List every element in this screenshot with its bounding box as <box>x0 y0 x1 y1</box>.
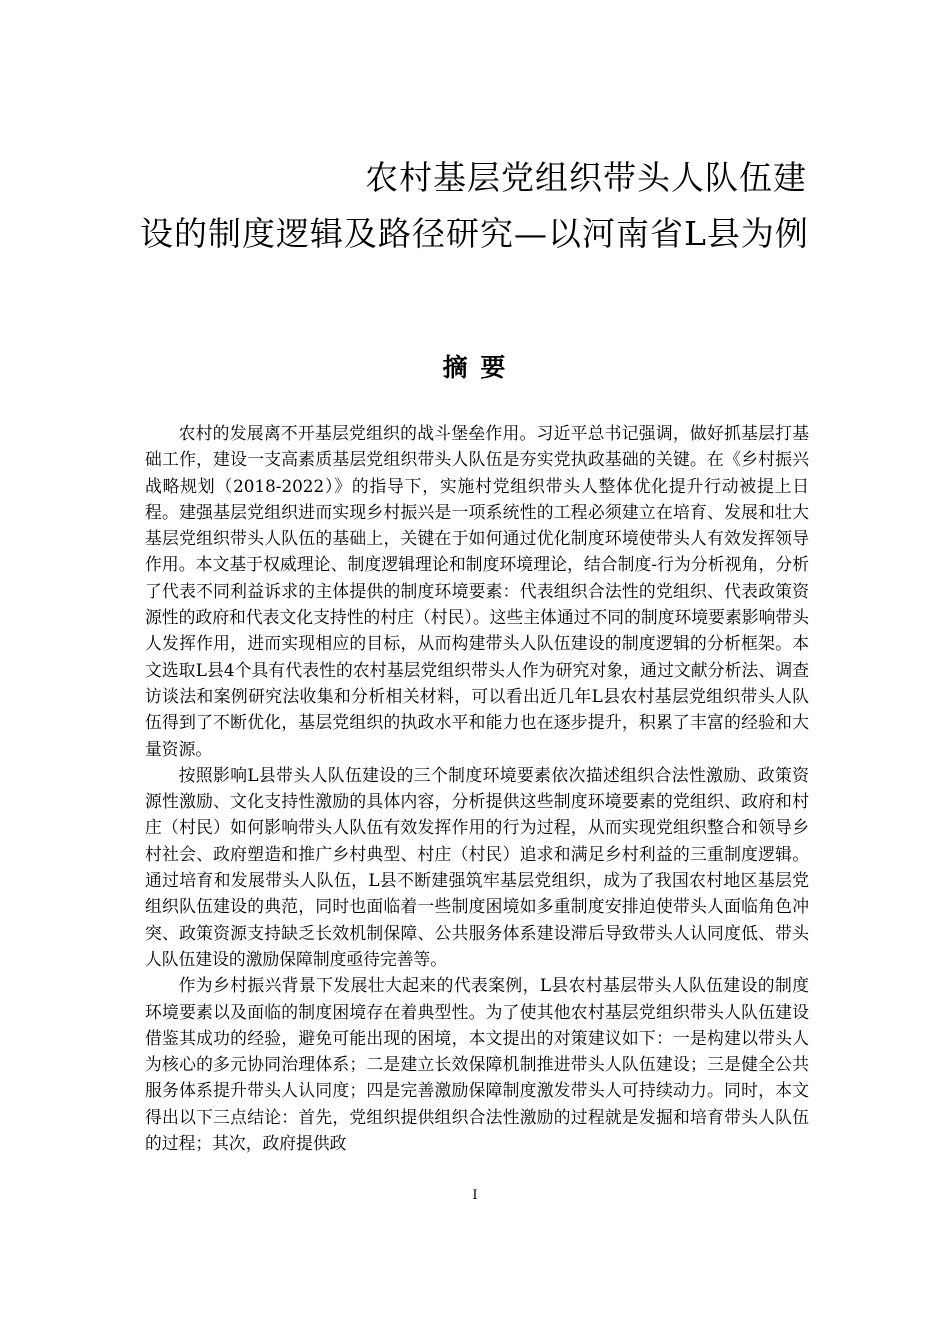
thesis-title <box>140 150 807 262</box>
title-line-2: 设的制度逻辑及路径研究—以河南省L县为例 <box>140 214 809 253</box>
abstract-heading: 摘 要 <box>442 353 508 382</box>
title-line-1: 农村基层党组织带头人队伍建 <box>365 158 807 197</box>
page-number: I <box>472 1188 478 1203</box>
abstract-paragraph-3: 作为乡村振兴背景下发展壮大起来的代表案例，L县农村基层带头人队伍建设的制度环境要素以及面临的制度困境存在着典型性。为了使其他农村基层党组织带头人队伍建设借鉴其成功的经验，避免可能出现的困境，本文提出的对策建议如下：一是构建以带头人为核心的多元协同治理体系；二是建立长效保障机制推进带头人队伍建设；三是健全公共服务体系提升带头人认同度；四是完善激励保障制度激发带头人可持续动力。同时，本文得出以下三点结论：首先，党组织提供组织合法性激励的过程就是发掘和培育带头人队伍的过程；其次，政府提供政 <box>145 975 809 1154</box>
abstract-paragraph-1: 农村的发展离不开基层党组织的战斗堡垒作用。习近平总书记强调，做好抓基层打基础工作，建设一支高素质基层党组织带头人队伍是夯实党执政基础的关键。在《乡村振兴战略规划（2018-2022）》的指导下，实施村党组织带头人整体优化提升行动被提上日程。建强基层党组织进而实现乡村振兴是一项系统性的工程必须建立在培育、发展和壮大基层党组织带头人队伍的基础上，关键在于如何通过优化制度环境使带头人有效发挥领导作用。本文基于权威理论、制度逻辑理论和制度环境理论，结合制度-行为分析视角，分析了代表不同利益诉求的主体提供的制度环境要素：代表组织合法性的党组织、代表政策资源性的政府和代表文化支持性的村庄（村民）。这些主体通过不同的制度环境要素影响带头人发挥作用，进而实现相应的目标，从而构建带头人队伍建设的制度逻辑的分析框架。本文选取L县4个具有代表性的农村基层党组织带头人作为研究对象，通过文献分析法、调查访谈法和案例研究法收集和分析相关材料，可以看出近几年L县农村基层党组织带头人队伍得到了不断优化，基层党组织的执政水平和能力也在逐步提升，积累了丰富的经验和大量资源。 <box>145 423 809 759</box>
abstract-body <box>145 420 809 1156</box>
abstract-paragraph-2: 按照影响L县带头人队伍建设的三个制度环境要素依次描述组织合法性激励、政策资源性激励、文化支持性激励的具体内容，分析提供这些制度环境要素的党组织、政府和村庄（村民）如何影响带头人队伍有效发挥作用的行为过程，从而实现党组织整合和领导乡村社会、政府塑造和推广乡村典型、村庄（村民）追求和满足乡村利益的三重制度逻辑。通过培育和发展带头人队伍，L县不断建强筑牢基层党组织，成为了我国农村地区基层党组织队伍建设的典范，同时也面临着一些制度困境如多重制度安排迫使带头人面临角色冲突、政策资源支持缺乏长效机制保障、公共服务体系建设滞后导致带头人认同度低、带头人队伍建设的激励保障制度亟待完善等。 <box>145 764 809 969</box>
